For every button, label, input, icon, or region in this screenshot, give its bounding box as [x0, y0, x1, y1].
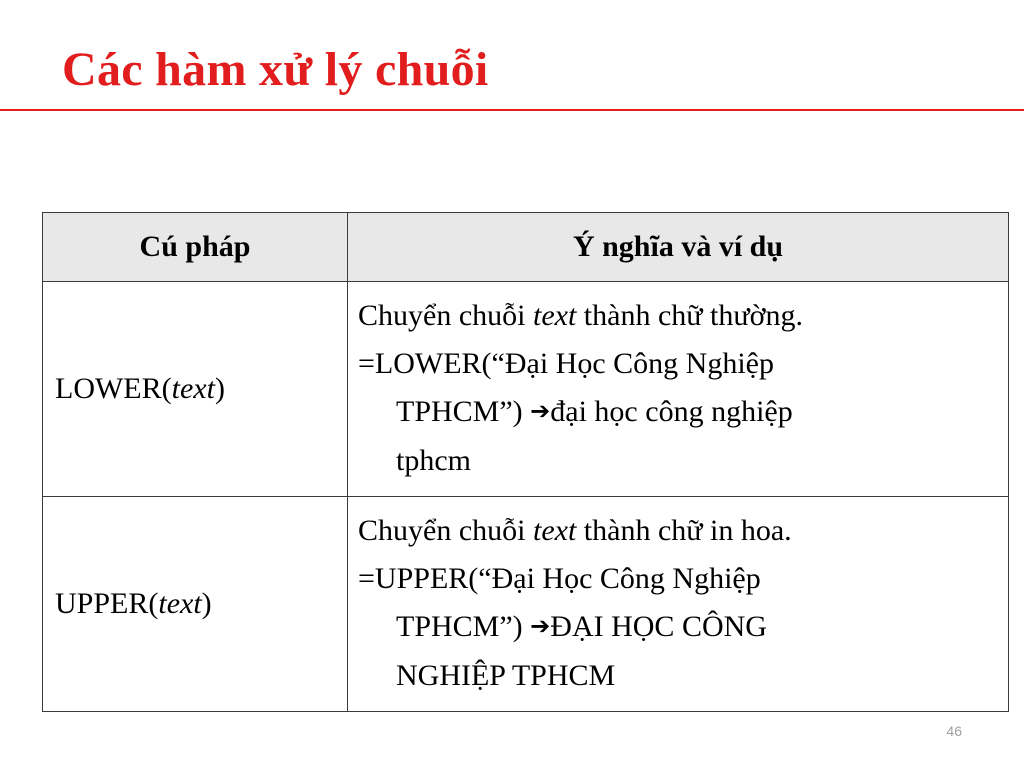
- example-formula-end: TPHCM”): [396, 395, 531, 428]
- string-functions-table: [42, 212, 1009, 712]
- example-formula-end: TPHCM”): [396, 610, 531, 643]
- example-result-continuation: NGHIỆP TPHCM: [396, 659, 616, 692]
- description-suffix: thành chữ in hoa.: [576, 514, 792, 547]
- syntax-cell-upper: [43, 497, 348, 712]
- function-name: UPPER(: [55, 587, 159, 620]
- description-suffix: thành chữ thường.: [576, 299, 803, 332]
- example-result-line: [358, 603, 996, 652]
- header-meaning: Ý nghĩa và ví dụ: [348, 213, 1009, 282]
- arrow-right-icon: ➔: [530, 612, 551, 640]
- description-argument: text: [532, 514, 577, 547]
- description-prefix: Chuyển chuỗi: [358, 299, 533, 332]
- example-formula-line: =UPPER(“Đại Học Công Nghiệp: [358, 562, 761, 595]
- example-result-line: [358, 388, 996, 437]
- function-close-paren: ): [201, 587, 212, 620]
- syntax-cell-lower: [43, 282, 348, 497]
- example-result: ĐẠI HỌC CÔNG: [550, 610, 767, 643]
- function-argument: text: [171, 372, 215, 405]
- description-line: [358, 292, 996, 340]
- example-result-continuation: tphcm: [396, 444, 471, 477]
- table-row: [43, 282, 1009, 497]
- header-syntax: Cú pháp: [43, 213, 348, 282]
- example-result: đại học công nghiệp: [550, 395, 793, 428]
- table-header-row: [43, 213, 1009, 282]
- description-argument: text: [532, 299, 577, 332]
- description-cell-upper: [348, 497, 1009, 712]
- title-underline: [0, 109, 1024, 111]
- example-formula-line: =LOWER(“Đại Học Công Nghiệp: [358, 347, 774, 380]
- function-argument: text: [158, 587, 202, 620]
- page-number: 46: [946, 723, 962, 739]
- arrow-right-icon: ➔: [530, 397, 551, 425]
- description-prefix: Chuyển chuỗi: [358, 514, 533, 547]
- description-cell-lower: [348, 282, 1009, 497]
- function-close-paren: ): [214, 372, 225, 405]
- table-row: [43, 497, 1009, 712]
- slide-title: Các hàm xử lý chuỗi: [62, 43, 489, 96]
- description-line: [358, 507, 996, 555]
- function-name: LOWER(: [55, 372, 172, 405]
